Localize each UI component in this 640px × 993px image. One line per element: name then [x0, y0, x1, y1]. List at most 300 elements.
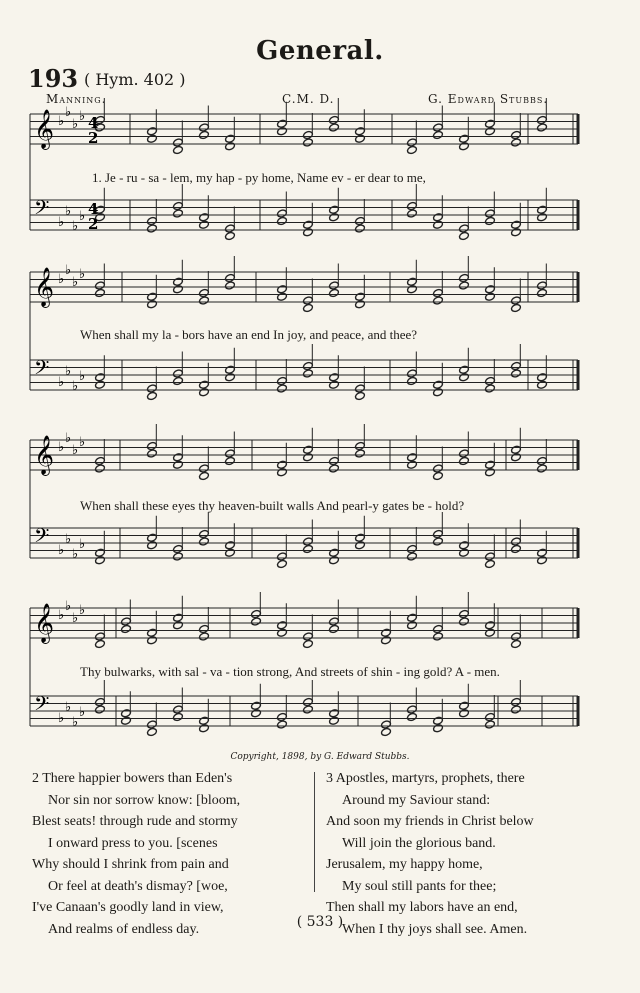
treble-clef: 𝄞	[34, 109, 55, 149]
note-head	[355, 216, 366, 225]
note-head	[277, 720, 288, 729]
flat-sign: ♭	[65, 364, 72, 379]
note-head	[173, 621, 184, 630]
note-head	[329, 548, 340, 557]
note-head	[251, 709, 262, 718]
verse-line: Why should I shrink from pain and	[32, 857, 229, 872]
note-head	[95, 632, 106, 641]
note-head	[225, 373, 236, 382]
note-head	[173, 145, 184, 154]
note-head	[121, 617, 132, 626]
flat-sign: ♭	[65, 431, 72, 446]
note-head	[199, 213, 210, 222]
note-head	[511, 130, 522, 139]
note-head	[225, 449, 236, 458]
note-head	[459, 456, 470, 465]
note-head	[329, 213, 340, 222]
verse-line: 2 There happier bowers than Eden's	[32, 771, 233, 786]
note-head	[329, 624, 340, 633]
note-head	[485, 628, 496, 637]
note-head	[511, 228, 522, 237]
note-head	[199, 624, 210, 633]
note-head	[485, 621, 496, 630]
note-head	[459, 134, 470, 143]
note-head	[277, 712, 288, 721]
note-head	[277, 376, 288, 385]
flat-sign: ♭	[58, 608, 65, 623]
column-divider	[314, 772, 315, 892]
note-head	[459, 373, 470, 382]
note-head	[433, 529, 444, 538]
note-head	[147, 628, 158, 637]
time-signature: 2	[88, 215, 99, 233]
bass-clef: 𝄢	[34, 196, 50, 224]
note-head	[355, 541, 366, 550]
flat-sign: ♭	[79, 435, 86, 450]
note-head	[173, 712, 184, 721]
note-head	[355, 384, 366, 393]
flat-sign: ♭	[79, 109, 86, 124]
note-head	[511, 632, 522, 641]
note-head	[303, 697, 314, 706]
note-head	[95, 281, 106, 290]
note-head	[407, 285, 418, 294]
note-head	[329, 456, 340, 465]
note-head	[225, 231, 236, 240]
note-head	[511, 537, 522, 546]
note-head	[329, 123, 340, 132]
note-head	[225, 224, 236, 233]
note-head	[381, 727, 392, 736]
verse-line: Nor sin nor sorrow know: [bloom,	[48, 792, 241, 808]
note-head	[355, 533, 366, 542]
note-head	[199, 471, 210, 480]
verse-line: And realms of endless day.	[48, 921, 200, 937]
note-head	[199, 220, 210, 229]
note-head	[277, 216, 288, 225]
flat-sign: ♭	[58, 114, 65, 129]
note-head	[407, 544, 418, 553]
flat-sign: ♭	[72, 219, 79, 234]
note-head	[433, 123, 444, 132]
note-head	[121, 709, 132, 718]
page-number: ( 533 )	[296, 914, 344, 930]
note-head	[303, 369, 314, 378]
note-head	[511, 705, 522, 714]
note-head	[277, 559, 288, 568]
note-head	[407, 369, 418, 378]
verse-line: 3 Apostles, martyrs, prophets, there	[326, 771, 525, 786]
note-head	[199, 288, 210, 297]
note-head	[485, 720, 496, 729]
note-head	[511, 445, 522, 454]
note-head	[173, 369, 184, 378]
note-head	[459, 231, 470, 240]
note-head	[147, 720, 158, 729]
note-head	[147, 216, 158, 225]
note-head	[433, 380, 444, 389]
note-head	[95, 556, 106, 565]
note-head	[433, 624, 444, 633]
note-head	[485, 292, 496, 301]
bass-clef: 𝄢	[34, 356, 50, 384]
note-head	[433, 716, 444, 725]
note-head	[433, 537, 444, 546]
note-head	[511, 544, 522, 553]
note-head	[433, 388, 444, 397]
note-head	[537, 464, 548, 473]
note-head	[173, 460, 184, 469]
note-head	[277, 119, 288, 128]
verse-line: Jerusalem, my happy home,	[326, 857, 483, 872]
note-head	[95, 373, 106, 382]
section-title: General.	[256, 36, 384, 66]
note-head	[225, 541, 236, 550]
note-head	[407, 613, 418, 622]
verse-line: Then shall my labors have an end,	[326, 900, 518, 915]
note-head	[251, 701, 262, 710]
flat-sign: ♭	[58, 272, 65, 287]
note-head	[225, 548, 236, 557]
note-head	[173, 376, 184, 385]
note-head	[303, 544, 314, 553]
note-head	[303, 361, 314, 370]
note-head	[329, 288, 340, 297]
note-head	[459, 224, 470, 233]
flat-sign: ♭	[65, 599, 72, 614]
note-head	[147, 127, 158, 136]
flat-sign: ♭	[72, 715, 79, 730]
note-head	[303, 445, 314, 454]
note-head	[485, 216, 496, 225]
note-head	[511, 220, 522, 229]
note-head	[407, 705, 418, 714]
note-head	[459, 709, 470, 718]
lyric-line-1: 1. Je - ru - sa - lem, my hap - py home, Name ev - er dear to me,	[92, 170, 426, 185]
note-head	[173, 138, 184, 147]
note-head	[303, 453, 314, 462]
note-head	[537, 205, 548, 214]
note-head	[511, 361, 522, 370]
note-head	[147, 292, 158, 301]
note-head	[485, 552, 496, 561]
note-head	[537, 456, 548, 465]
lyric-line-4: Thy bulwarks, with sal - va - tion strong, And streets of shin - ing gold? A - men.	[80, 664, 500, 679]
note-head	[303, 632, 314, 641]
note-head	[459, 365, 470, 374]
note-head	[355, 300, 366, 309]
note-head	[173, 453, 184, 462]
note-head	[381, 636, 392, 645]
note-head	[173, 544, 184, 553]
flat-sign: ♭	[79, 209, 86, 224]
note-head	[277, 552, 288, 561]
note-head	[537, 380, 548, 389]
flat-sign: ♭	[65, 700, 72, 715]
note-head	[407, 277, 418, 286]
verse-line: Around my Saviour stand:	[342, 792, 491, 808]
treble-clef: 𝄞	[34, 267, 55, 307]
note-head	[537, 288, 548, 297]
note-head	[459, 281, 470, 290]
note-head	[199, 724, 210, 733]
note-head	[511, 303, 522, 312]
note-head	[433, 296, 444, 305]
note-head	[225, 281, 236, 290]
note-head	[147, 300, 158, 309]
flat-sign: ♭	[65, 105, 72, 120]
note-head	[173, 705, 184, 714]
note-head	[303, 228, 314, 237]
note-head	[485, 559, 496, 568]
note-head	[147, 134, 158, 143]
flat-sign: ♭	[79, 267, 86, 282]
note-head	[433, 213, 444, 222]
note-head	[433, 220, 444, 229]
note-head	[433, 288, 444, 297]
note-head	[407, 201, 418, 210]
flat-sign: ♭	[58, 440, 65, 455]
lyric-line-3: When shall these eyes thy heaven-built walls And pearl-y gates be - hold?	[80, 498, 465, 513]
note-head	[459, 617, 470, 626]
note-head	[537, 213, 548, 222]
note-head	[329, 709, 340, 718]
flat-sign: ♭	[79, 603, 86, 618]
note-head	[355, 127, 366, 136]
note-head	[225, 134, 236, 143]
note-head	[485, 285, 496, 294]
flat-sign: ♭	[58, 375, 65, 390]
verse-line: My soul still pants for thee;	[342, 878, 497, 894]
note-head	[303, 220, 314, 229]
note-head	[199, 529, 210, 538]
note-head	[433, 724, 444, 733]
note-head	[277, 384, 288, 393]
note-head	[95, 380, 106, 389]
note-head	[199, 296, 210, 305]
note-head	[121, 624, 132, 633]
flat-sign: ♭	[65, 263, 72, 278]
note-head	[173, 613, 184, 622]
note-head	[303, 537, 314, 546]
note-head	[381, 720, 392, 729]
note-head	[433, 130, 444, 139]
verse-line: When I thy joys shall see. Amen.	[342, 921, 528, 937]
note-head	[433, 471, 444, 480]
note-head	[485, 119, 496, 128]
note-head	[225, 365, 236, 374]
note-head	[199, 380, 210, 389]
note-head	[199, 464, 210, 473]
flat-sign: ♭	[58, 543, 65, 558]
note-head	[225, 273, 236, 282]
note-head	[407, 453, 418, 462]
note-head	[329, 373, 340, 382]
verse-line: I onward press to you. [scenes	[48, 835, 218, 851]
flat-sign: ♭	[72, 443, 79, 458]
note-head	[147, 224, 158, 233]
verse-line: Blest seats! through rude and stormy	[32, 814, 238, 829]
note-head	[329, 281, 340, 290]
note-head	[121, 716, 132, 725]
copyright-notice: Copyright, 1898, by G. Edward Stubbs.	[230, 752, 410, 762]
note-head	[303, 639, 314, 648]
tune-name: Manning.	[46, 92, 107, 106]
note-head	[355, 292, 366, 301]
note-head	[485, 127, 496, 136]
note-head	[407, 460, 418, 469]
note-head	[433, 464, 444, 473]
note-head	[95, 705, 106, 714]
note-head	[95, 456, 106, 465]
note-head	[537, 281, 548, 290]
time-signature: 2	[88, 129, 99, 147]
note-head	[537, 115, 548, 124]
flat-sign: ♭	[72, 547, 79, 562]
note-head	[381, 628, 392, 637]
note-head	[485, 209, 496, 218]
note-head	[277, 127, 288, 136]
note-head	[537, 373, 548, 382]
note-head	[147, 636, 158, 645]
note-head	[537, 123, 548, 132]
note-head	[173, 209, 184, 218]
note-head	[511, 138, 522, 147]
note-head	[485, 384, 496, 393]
note-head	[147, 441, 158, 450]
note-head	[199, 130, 210, 139]
note-head	[355, 441, 366, 450]
lyric-line-2: When shall my la - bors have an end In joy, and peace, and thee?	[80, 327, 418, 342]
note-head	[329, 556, 340, 565]
verse-line: And soon my friends in Christ below	[326, 814, 534, 829]
note-head	[173, 285, 184, 294]
note-head	[355, 224, 366, 233]
note-head	[407, 138, 418, 147]
flat-sign: ♭	[79, 537, 86, 552]
note-head	[147, 541, 158, 550]
note-head	[277, 460, 288, 469]
note-head	[147, 727, 158, 736]
note-head	[511, 453, 522, 462]
note-head	[199, 632, 210, 641]
note-head	[95, 697, 106, 706]
note-head	[511, 296, 522, 305]
note-head	[225, 456, 236, 465]
flat-sign: ♭	[58, 711, 65, 726]
note-head	[95, 288, 106, 297]
note-head	[251, 609, 262, 618]
flat-sign: ♭	[72, 611, 79, 626]
note-head	[277, 468, 288, 477]
note-head	[511, 369, 522, 378]
note-head	[407, 209, 418, 218]
note-head	[355, 391, 366, 400]
note-head	[407, 712, 418, 721]
verse-line: Or feel at death's dismay? [woe,	[48, 878, 228, 894]
note-head	[303, 130, 314, 139]
flat-sign: ♭	[58, 215, 65, 230]
note-head	[303, 296, 314, 305]
note-head	[277, 292, 288, 301]
note-head	[459, 142, 470, 151]
note-head	[355, 134, 366, 143]
note-head	[329, 380, 340, 389]
note-head	[199, 388, 210, 397]
note-head	[537, 556, 548, 565]
note-head	[329, 617, 340, 626]
note-head	[303, 705, 314, 714]
note-head	[173, 201, 184, 210]
note-head	[329, 464, 340, 473]
note-head	[277, 621, 288, 630]
verse-line: Will join the glorious band.	[342, 835, 496, 851]
note-head	[303, 303, 314, 312]
note-head	[147, 391, 158, 400]
note-head	[147, 449, 158, 458]
bass-clef: 𝄢	[34, 692, 50, 720]
note-head	[95, 548, 106, 557]
note-head	[485, 712, 496, 721]
note-head	[407, 145, 418, 154]
flat-sign: ♭	[72, 379, 79, 394]
note-head	[459, 548, 470, 557]
flat-sign: ♭	[79, 705, 86, 720]
note-head	[485, 468, 496, 477]
note-head	[459, 609, 470, 618]
note-head	[95, 464, 106, 473]
note-head	[329, 115, 340, 124]
verse-line: I've Canaan's goodly land in view,	[32, 900, 224, 915]
meter: C.M. D.	[282, 92, 335, 106]
note-head	[459, 541, 470, 550]
note-head	[199, 537, 210, 546]
time-signature: 4	[88, 200, 99, 218]
note-head	[277, 209, 288, 218]
hymn-number: 193	[28, 64, 79, 93]
note-head	[459, 449, 470, 458]
note-head	[329, 205, 340, 214]
note-head	[407, 552, 418, 561]
note-head	[251, 617, 262, 626]
note-head	[459, 273, 470, 282]
note-head	[459, 701, 470, 710]
composer: G. Edward Stubbs.	[428, 92, 549, 106]
note-head	[407, 621, 418, 630]
flat-sign: ♭	[72, 275, 79, 290]
note-head	[277, 628, 288, 637]
note-head	[407, 376, 418, 385]
treble-clef: 𝄞	[34, 603, 55, 643]
note-head	[173, 552, 184, 561]
note-head	[95, 639, 106, 648]
note-head	[199, 123, 210, 132]
note-head	[511, 697, 522, 706]
bass-clef: 𝄢	[34, 524, 50, 552]
note-head	[303, 138, 314, 147]
note-head	[433, 632, 444, 641]
note-head	[199, 716, 210, 725]
note-head	[147, 533, 158, 542]
note-head	[355, 449, 366, 458]
flat-sign: ♭	[79, 369, 86, 384]
note-head	[485, 460, 496, 469]
note-head	[329, 716, 340, 725]
flat-sign: ♭	[65, 532, 72, 547]
hymn-reference: ( Hym. 402 )	[84, 70, 186, 89]
treble-clef: 𝄞	[34, 435, 55, 475]
note-head	[225, 142, 236, 151]
